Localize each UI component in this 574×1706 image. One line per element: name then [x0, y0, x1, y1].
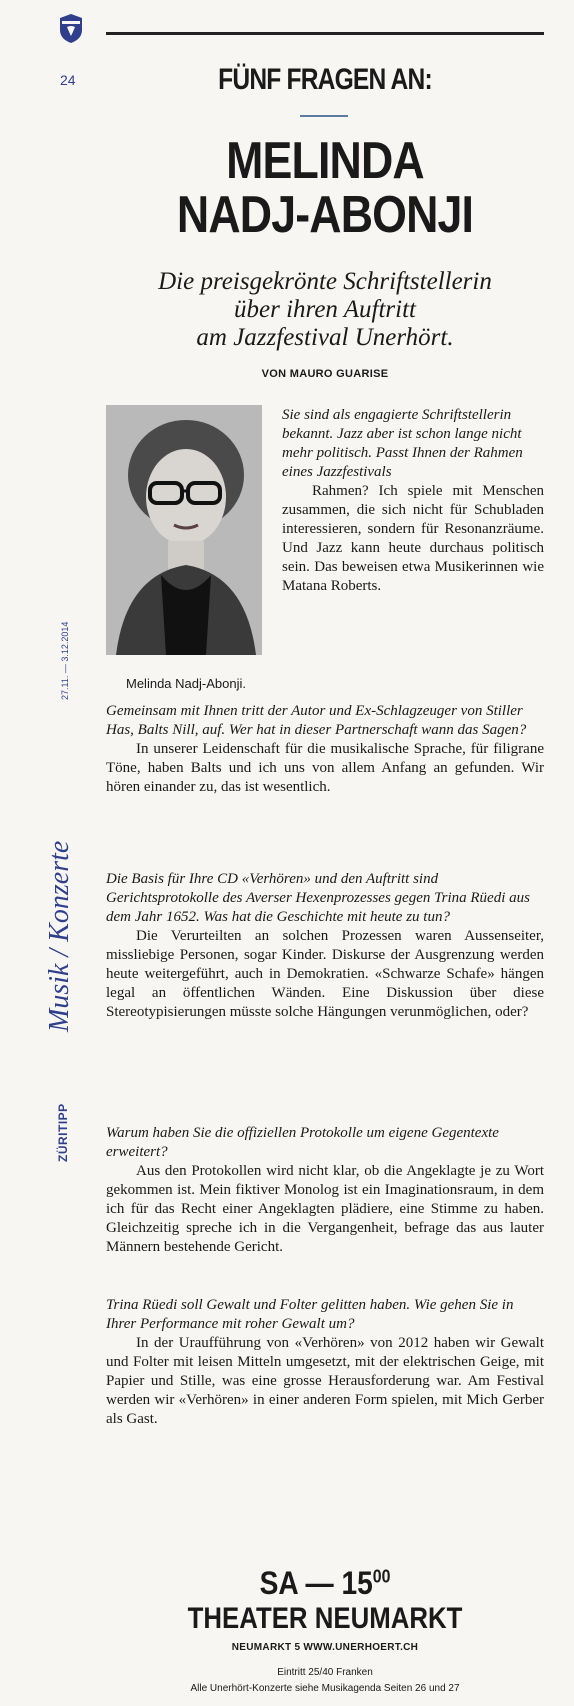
subtitle-line-2: über ihren Auftritt: [234, 296, 416, 323]
title-divider: [300, 115, 348, 117]
interview-block-2: [106, 702, 544, 797]
headline: [137, 134, 514, 242]
question-1: Sie sind als engagierte Schriftstellerin bekannt. Jazz aber ist schon lange nicht mehr politisch. Passt Ihnen der Rahmen eines Jazzfestivals: [282, 407, 523, 480]
event-time-minutes: 00: [372, 1566, 391, 1587]
question-3: Die Basis für Ihre CD «Verhören» und den Auftritt sind Gerichtsprotokolle des Averser Hexenprozesses gegen Trina Rüedi aus dem Jahr 1652. Was hat die Geschichte mit heute zu tun?: [106, 871, 530, 925]
question-2: Gemeinsam mit Ihnen tritt der Autor und Ex-Schlagzeuger von Stiller Has, Balts Nill, auf. Wer hat in dieser Partnerschaft wann das Sagen?: [106, 703, 527, 738]
answer-1: Rahmen? Ich spiele mit Menschen zusammen, die sich nicht für Schubladen interessieren, sondern für Resonanzräume. Und Jazz kann heute durchaus politisch sein. Das beweisen etwa Musikerinnen wie Matana Roberts.: [282, 483, 544, 594]
event-address: NEUMARKT 5 WWW.UNERHOERT.CH: [231, 1642, 419, 1653]
interview-block-3: [106, 870, 544, 1022]
kicker: FÜNF FRAGEN AN:: [218, 63, 432, 96]
event-day-time-text: SA — 15: [259, 1565, 373, 1601]
subtitle-line-3: am Jazzfestival Unerhört.: [196, 324, 454, 351]
headline-line-2: NADJ-ABONJI: [176, 186, 474, 244]
byline: VON MAURO GUARISE: [261, 368, 389, 380]
portrait-photo: [106, 405, 262, 655]
subtitle-line-1: Die preisgekrönte Schriftstellerin: [158, 268, 492, 295]
interview-block-4: [106, 1124, 544, 1257]
photo-caption: Melinda Nadj-Abonji.: [126, 676, 246, 691]
headline-line-1: MELINDA: [226, 132, 424, 190]
question-4: Warum haben Sie die offiziellen Protokolle um eigene Gegentexte erweitert?: [106, 1125, 499, 1160]
section-title: Musik / Konzerte: [44, 840, 75, 1032]
issue-date: 27.11. — 3.12.2014: [60, 621, 70, 700]
answer-3: Die Verurteilten an solchen Prozessen waren Aussenseiter, missliebige Personen, sogar Kinder. Diskurse der Ausgrenzung werden heute weitergeführt, auch in Demokratien. «Schwarze Schafe» hängen legal an öffentlichen Wänden. Eine Diskussion über diese Stereotypisierungen müsste solche Hängungen verunmöglichen, oder?: [106, 928, 544, 1020]
brand-label: ZÜRITIPP: [56, 1103, 70, 1162]
answer-2: In unserer Leidenschaft für die musikalische Sprache, für filigrane Töne, haben Balts und ich uns von allem Anfang an gefunden. Wir hören einander zu, das ist wesentlich.: [106, 741, 544, 795]
top-rule: [106, 32, 544, 35]
page-number: 24: [60, 72, 76, 88]
interview-block-5: [106, 1296, 544, 1429]
interview-block-1: [282, 406, 544, 596]
event-note: Alle Unerhört-Konzerte siehe Musikagenda Seiten 26 und 27: [190, 1683, 460, 1694]
answer-5: In der Uraufführung von «Verhören» von 2012 haben wir Gewalt und Folter mit leisen Mitteln umgesetzt, mit der elektrischen Geige, mit Papier und Stille, was eine grosse Herausforderung war. Am Festival werden wir «Verhören» in einer anderen Form spielen, mit Mich Gerber als Gast.: [106, 1335, 544, 1427]
question-5: Trina Rüedi soll Gewalt und Folter gelitten haben. Wie gehen Sie in Ihrer Performance mit roher Gewalt um?: [106, 1297, 514, 1332]
event-venue: THEATER NEUMARKT: [187, 1602, 463, 1635]
event-day-time: [132, 1565, 517, 1602]
event-price: Eintritt 25/40 Franken: [277, 1667, 373, 1678]
answer-4: Aus den Protokollen wird nicht klar, ob die Angeklagte je zu Wort gekommen ist. Mein fiktiver Monolog ist ein Imaginationsraum, in dem ich für das Recht einer Angeklagten plädiere, eine Stimme zu haben. Gleichzeitig spreche ich in die Vergangenheit, befrage das aus lauter Männern bestehende Gericht.: [106, 1163, 544, 1255]
coat-of-arms-icon: [58, 12, 84, 44]
subtitle: [110, 268, 540, 352]
